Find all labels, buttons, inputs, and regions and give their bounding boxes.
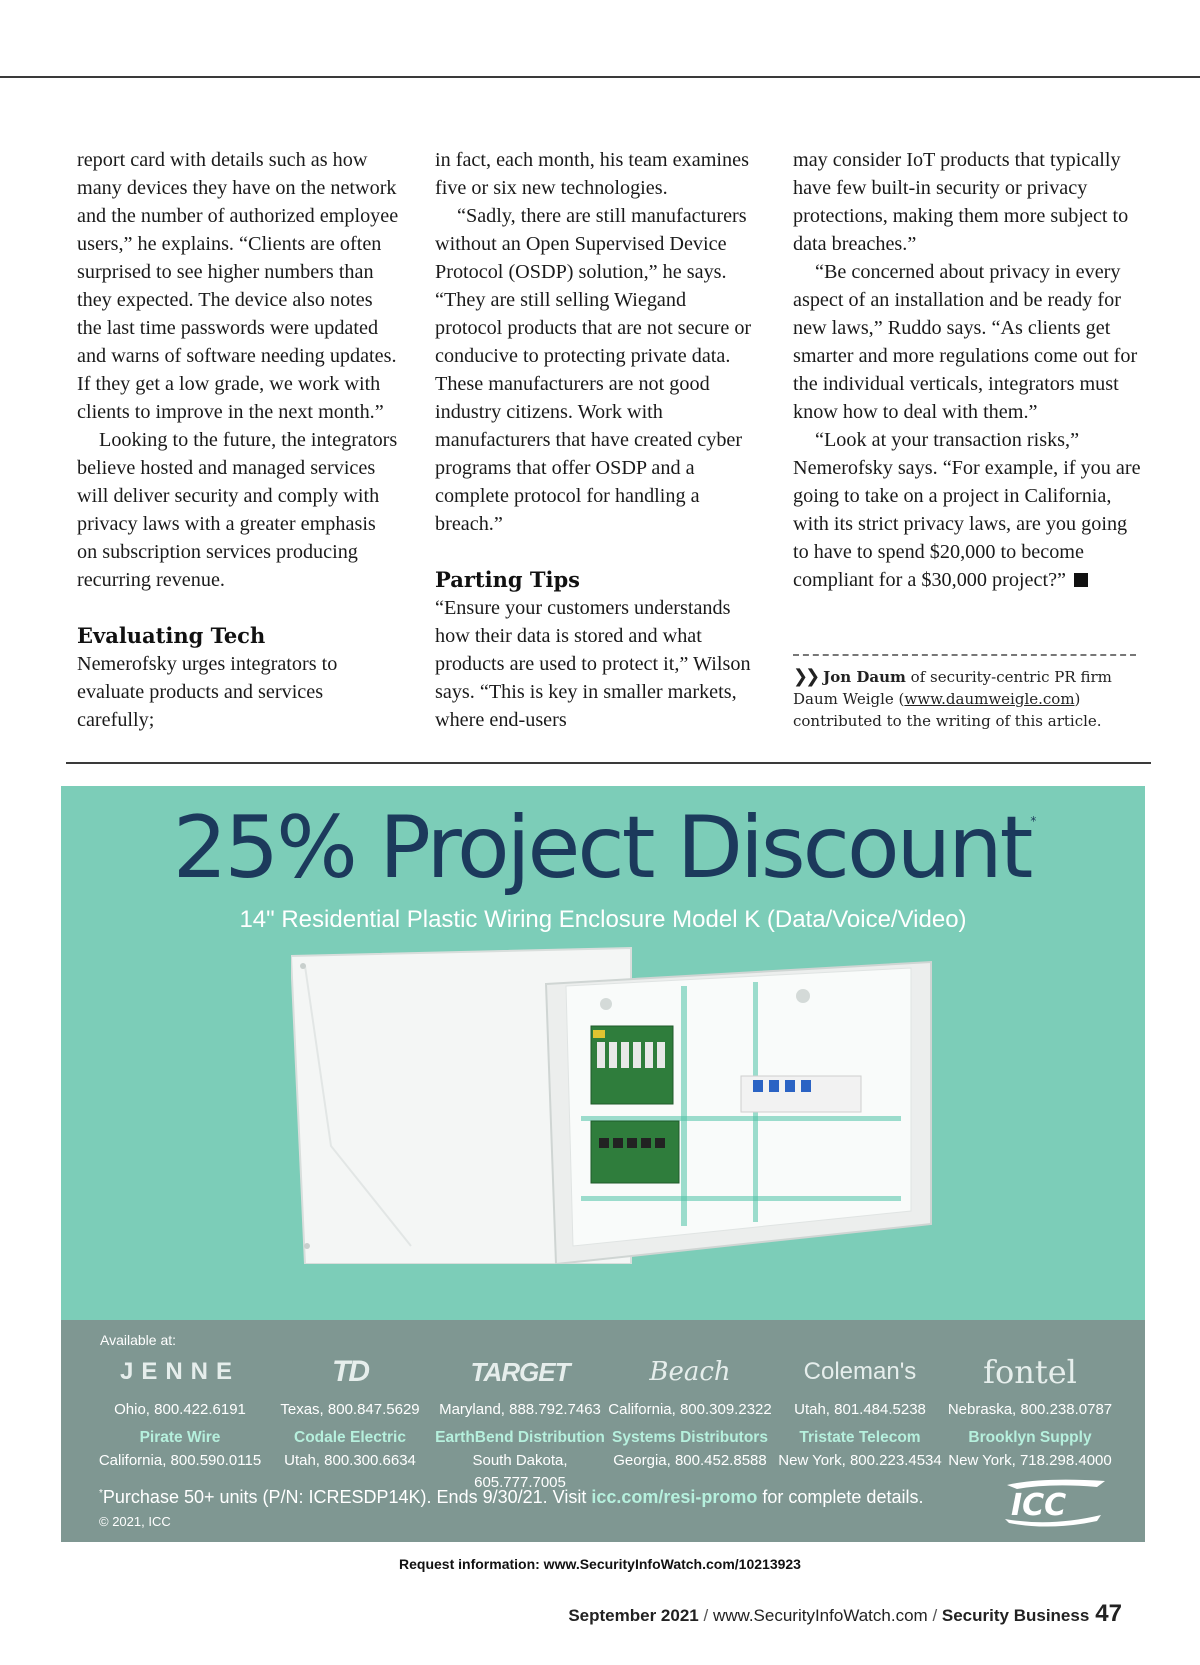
distributor-name: Brooklyn Supply — [968, 1429, 1092, 1446]
wiring-enclosure-image — [291, 946, 981, 1264]
ad-headline — [61, 798, 1145, 898]
paragraph: may consider IoT products that typically have few built-in security or privacy protections, making them more subject to data breaches.” — [793, 149, 1129, 255]
promo-fine-print — [99, 1487, 923, 1508]
article-column-1 — [77, 146, 399, 734]
section-rule — [66, 762, 1151, 764]
distributor-location: Maryland, 888.792.7463 — [439, 1401, 601, 1418]
beach-wire-logo: Beach — [649, 1357, 731, 1387]
distributor-location: California, 800.590.0115 — [98, 1452, 262, 1469]
distributor-location: Utah, 801.484.5238 — [794, 1401, 926, 1418]
fine-print-end: for complete details. — [757, 1487, 924, 1507]
section-heading: Evaluating Tech — [77, 623, 266, 648]
distributor-name: Systems Distributors — [612, 1429, 768, 1446]
icc-logo — [1001, 1475, 1111, 1527]
distributor-name: EarthBend Distribution — [435, 1429, 605, 1446]
paragraph: “Sadly, there are still manufacturers without an Open Supervised Device Protocol (OSDP) solution,” he says. “They are still selling Wiegand protocol products that are not secure or conducive to protecting private data. These manufacturers are not good industry citizens. Work with manufacturers that have created cyber programs that offer OSDP and a complete protocol for handling a breach.” — [435, 205, 752, 535]
distributor-location: South Dakota, 605.777.7005 — [472, 1452, 568, 1491]
paragraph-final — [793, 426, 1143, 594]
contributor-note — [793, 666, 1143, 732]
request-information[interactable]: Request information: www.SecurityInfoWatch.com/10213923 — [399, 1556, 801, 1572]
distributor-location: Nebraska, 800.238.0787 — [947, 1401, 1113, 1418]
distributor-location: Utah, 800.300.6634 — [284, 1452, 416, 1469]
distributor-name: Codale Electric — [294, 1429, 406, 1446]
paragraph: Looking to the future, the integrators believe hosted and managed services will deliver security and comply with privacy laws with a greater emphasis on subscription services producing recurring revenue. — [77, 429, 398, 591]
article-column-3 — [793, 146, 1143, 594]
target-distributing-logo: TARGET — [470, 1356, 570, 1387]
distributor-name: Tristate Telecom — [799, 1429, 921, 1446]
publication-name: Security Business — [941, 1606, 1090, 1625]
contributor-text-end: ) contributed to the writing of this article. — [793, 690, 1102, 730]
fontel-logo: fontel — [983, 1353, 1077, 1391]
page-number: 47 — [1095, 1600, 1122, 1627]
colemans-telecom-logo: Coleman's — [803, 1358, 917, 1385]
distributor-name: Pirate Wire — [139, 1429, 221, 1446]
paragraph: “Be concerned about privacy in every aspect of an installation and be ready for new laws,” Ruddo says. “As clients get smarter and more regulations come out for the individual verticals, integrators must know how to deal with them.” — [793, 261, 1138, 423]
contributor-text: of security-centric PR firm Daum Weigle ( — [793, 668, 1112, 708]
promo-link[interactable]: icc.com/resi-promo — [591, 1487, 758, 1507]
icc-logo-text: ICC — [1011, 1488, 1067, 1523]
distributor-location: Texas, 800.847.5629 — [280, 1401, 420, 1418]
paragraph: report card with details such as how many devices they have on the network and the number of authorized employee users,” he explains. “Clients are often surprised to see higher numbers than they expected. The device also notes the last time passwords were updated and warns of software needing updates. If they get a low grade, we work with clients to improve in the next month.” — [77, 149, 399, 423]
paragraph-text: “Look at your transaction risks,” Nemerofsky says. “For example, if you are going to take on a project in California, with its strict privacy laws, are you going to have to spend $20,000 to become compliant for a $30,000 project?” — [793, 429, 1141, 591]
page-footer — [568, 1600, 1122, 1628]
footer-separator: / — [927, 1606, 942, 1625]
distributor-panel — [61, 1320, 1145, 1542]
top-rule — [0, 76, 1200, 78]
paragraph: Nemerofsky urges integrators to evaluate products and services carefully; — [77, 653, 338, 731]
teledynamics-logo: TD — [332, 1355, 368, 1388]
contributor-divider — [793, 654, 1136, 656]
distributor-location: California, 800.309.2322 — [608, 1401, 772, 1418]
footer-separator: / — [703, 1606, 713, 1625]
footer-site[interactable]: www.SecurityInfoWatch.com — [712, 1606, 928, 1625]
article-column-2 — [435, 146, 757, 734]
ad-headline-asterisk: * — [1030, 814, 1034, 828]
distributor-location: New York, 718.298.4000 — [948, 1452, 1112, 1469]
paragraph: in fact, each month, his team examines five or six new technologies. — [435, 149, 749, 199]
issue-date: September 2021 — [568, 1606, 699, 1625]
ad-subtitle: 14" Residential Plastic Wiring Enclosure Model K (Data/Voice/Video) — [239, 906, 967, 933]
distributor-location: New York, 800.223.4534 — [778, 1452, 942, 1469]
end-mark-icon — [1074, 573, 1088, 587]
section-heading: Parting Tips — [435, 567, 580, 592]
contributor-link[interactable]: www.daumweigle.com — [904, 690, 1075, 708]
jenne-logo: JENNE — [119, 1358, 241, 1385]
distributor-location: Ohio, 800.422.6191 — [114, 1401, 246, 1418]
paragraph: “Ensure your customers understands how their data is stored and what products are used to protect it,” Wilson says. “This is key in smaller markets, where end-users — [435, 597, 751, 731]
fine-print-text: Purchase 50+ units (P/N: ICRESDP14K). Ends 9/30/21. Visit — [102, 1487, 592, 1507]
fine-print-asterisk: * — [99, 1488, 103, 1499]
ad-headline-text: 25% Project Discount — [172, 798, 1031, 898]
advertisement[interactable] — [61, 786, 1145, 1542]
distributor-location: Georgia, 800.452.8588 — [613, 1452, 767, 1469]
contributor-name: Jon Daum — [823, 668, 906, 686]
distributor-grid — [95, 1350, 1115, 1491]
ad-copyright: © 2021, ICC — [99, 1514, 171, 1529]
double-chevron-icon: ❯❯ — [793, 666, 818, 687]
available-at-label: Available at: — [100, 1332, 177, 1348]
